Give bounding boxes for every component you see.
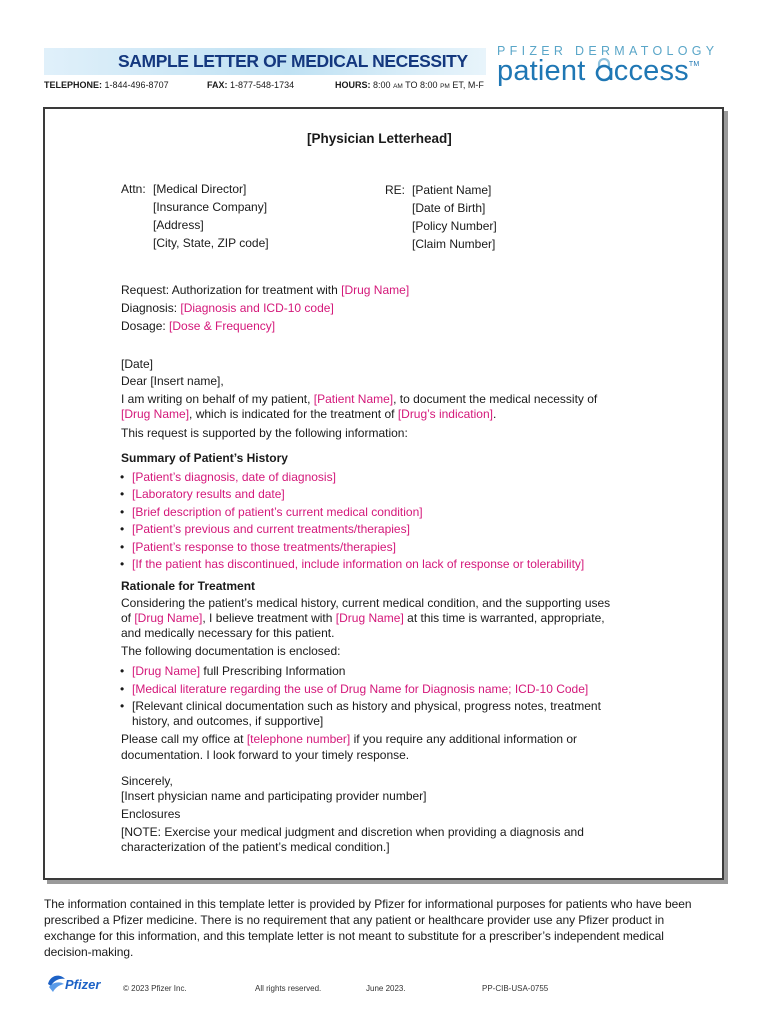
paragraph-line: [Drug Name], which is indicated for the treatment of [Drug’s indication]. [121, 407, 497, 421]
list-item: • [Drug Name] full Prescribing Information [120, 664, 346, 678]
paragraph-line: Considering the patient’s medical history, current medical condition, and the supporting uses [121, 596, 611, 610]
brand-logo: patient ccess™ [497, 55, 700, 87]
document-title: SAMPLE LETTER OF MEDICAL NECESSITY [118, 51, 468, 71]
pfizer-wordmark: Pfizer [65, 977, 101, 992]
paragraph-line: Please call my office at [telephone number] if you require any additional information or [121, 732, 578, 746]
pfizer-logo [45, 970, 103, 996]
pfizer-logo-mark-icon [45, 970, 103, 996]
fax-info: FAX: 1-877-548-1734 [207, 80, 295, 90]
attn-line: [City, State, ZIP code] [153, 236, 269, 250]
paragraph-line: of [Drug Name], I believe treatment with [Drug Name] at this time is warranted, appropriate, [121, 611, 605, 625]
dosage-line: Dosage: [Dose & Frequency] [121, 319, 276, 333]
note-line: characterization of the patient’s medical condition.] [121, 840, 390, 854]
list-item: • [Patient’s previous and current treatments/therapies] [120, 522, 410, 536]
re-line: [Patient Name] [412, 183, 492, 197]
re-block [412, 181, 497, 253]
copyright: © 2023 Pfizer Inc. [123, 984, 187, 993]
rationale-heading: Rationale for Treatment [121, 579, 256, 593]
attn-address-block [153, 180, 269, 252]
re-line: [Policy Number] [412, 219, 497, 233]
telephone-info: TELEPHONE: 1-844-496-8707 [44, 80, 169, 90]
re-line: [Date of Birth] [412, 201, 486, 215]
attn-line: [Address] [153, 218, 204, 232]
attn-label: Attn: [121, 182, 146, 196]
lock-a-icon [594, 57, 614, 79]
attn-line: [Insurance Company] [153, 200, 268, 214]
salutation: Dear [Insert name], [121, 374, 224, 388]
hours-info: HOURS: 8:00 AM TO 8:00 PM ET, M-F [335, 80, 484, 90]
disclaimer-text: The information contained in this template letter is provided by Pfizer for informational purposes for patients who have been prescribed a Pfizer medicine. There is no requirement that any patient or healthcare provider use any Pfizer product in exchange for this information, and this template letter is not meant to substitute for a prescriber’s independent medical decision-making. [44, 897, 692, 959]
attn-line: [Medical Director] [153, 182, 247, 196]
paragraph-line: This request is supported by the following information: [121, 426, 408, 440]
paragraph-line: documentation. I look forward to your timely response. [121, 748, 410, 762]
signer-placeholder: [Insert physician name and participating provider number] [121, 789, 427, 803]
re-line: [Claim Number] [412, 237, 496, 251]
list-item: • [Relevant clinical documentation such as history and physical, progress notes, treatment [120, 699, 601, 713]
re-label: RE: [385, 183, 406, 197]
list-item: • [Brief description of patient’s current medical condition] [120, 505, 423, 519]
paragraph-line: and medically necessary for this patient. [121, 626, 335, 640]
summary-heading: Summary of Patient’s History [121, 451, 288, 465]
enclosures-label: Enclosures [121, 807, 181, 821]
note-line: [NOTE: Exercise your medical judgment and discretion when providing a diagnosis and [121, 825, 584, 839]
document-code: PP-CIB-USA-0755 [482, 984, 549, 993]
physician-letterhead: [Physician Letterhead] [307, 131, 452, 146]
paragraph-line: The following documentation is enclosed: [121, 644, 341, 658]
list-item: • [Medical literature regarding the use of Drug Name for Diagnosis name; ICD-10 Code] [120, 682, 589, 696]
footer-date: June 2023. [366, 984, 406, 993]
diagnosis-line: Diagnosis: [Diagnosis and ICD-10 code] [121, 301, 334, 315]
closing: Sincerely, [121, 774, 173, 788]
letter-date: [Date] [121, 357, 154, 371]
list-item: • [Laboratory results and date] [120, 487, 285, 501]
list-item: • [Patient’s diagnosis, date of diagnosis] [120, 470, 336, 484]
paragraph-line: I am writing on behalf of my patient, [Patient Name], to document the medical necessity of [121, 392, 598, 406]
rights-reserved: All rights reserved. [255, 984, 322, 993]
request-line: Request: Authorization for treatment with [Drug Name] [121, 283, 410, 297]
list-item: • [If the patient has discontinued, include information on lack of response or tolerability] [120, 557, 585, 571]
list-item: • [Patient’s response to those treatments/therapies] [120, 540, 396, 554]
list-item-continuation: history, and outcomes, if supportive] [132, 714, 324, 728]
brand-subtitle: PFIZER DERMATOLOGY [497, 44, 719, 58]
